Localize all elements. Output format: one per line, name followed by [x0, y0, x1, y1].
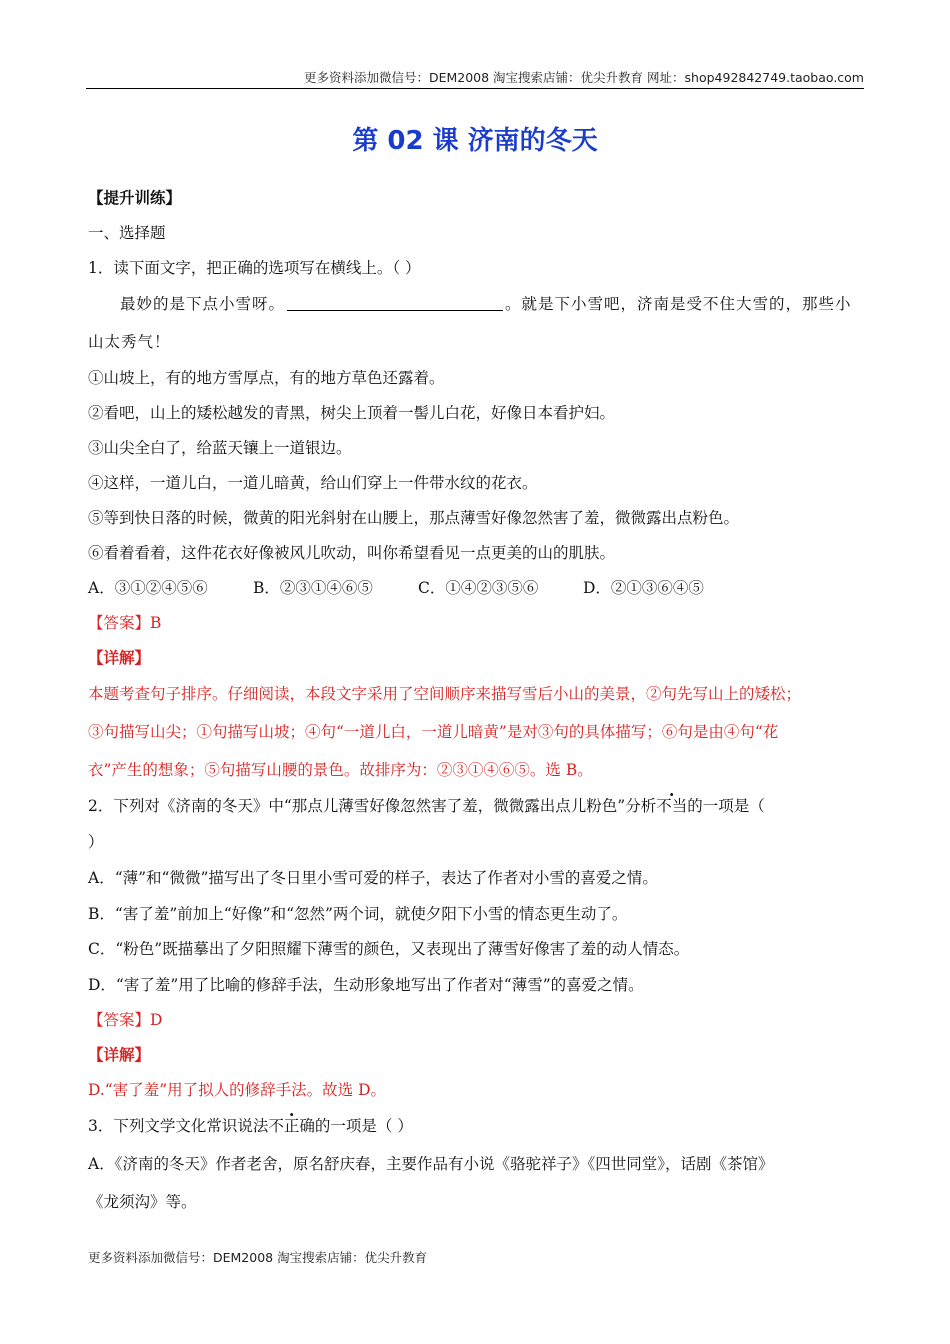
- answer-blank[interactable]: [287, 296, 503, 311]
- q1-detail-line2: ③句描写山尖；①句描写山坡；④句“一道儿白，一道儿暗黄”是对③句的具体描写；⑥句是由④句“花: [88, 723, 779, 741]
- q1-stem: 1．读下面文字，把正确的选项写在横线上。（ ）: [88, 259, 421, 277]
- part-label: 一、选择题: [88, 224, 166, 242]
- q1-option-a[interactable]: A．③①②④⑤⑥: [88, 579, 208, 597]
- q2-stem-start: 2．下列对《济南的冬天》中“那点儿薄雪好像忽然害了羞，微微露出点儿粉色”分析: [88, 797, 657, 815]
- q1-item-6: ⑥看着看着，这件花衣好像被风儿吹动，叫你希望看见一点更美的山的肌肤。: [88, 544, 616, 562]
- q1-option-d[interactable]: D．②①③⑥④⑤: [583, 579, 704, 597]
- q1-detail-line3: 衣”产生的想象；⑤句描写山腰的景色。故排序为：②③①④⑥⑤。选 B。: [88, 761, 593, 779]
- q1-passage-line2: 山太秀气！: [88, 333, 171, 351]
- q1-item-4: ④这样，一道儿白，一道儿暗黄，给山们穿上一件带水纹的花衣。: [88, 474, 538, 492]
- page-footer: 更多资料添加微信号：DEM2008 淘宝搜索店铺：优尖升教育: [88, 1250, 428, 1265]
- q2-emphasis-not-proper: 不当: [656, 797, 688, 815]
- q1-passage-start: 最妙的是下点小雪呀。: [120, 295, 286, 313]
- page-title: 第 02 课 济南的冬天: [352, 126, 598, 156]
- q2-detail-label: 【详解】: [88, 1045, 151, 1064]
- header-divider: [86, 88, 864, 89]
- q2-option-a[interactable]: A．“薄”和“微微”描写出了冬日里小雪可爱的样子，表达了作者对小雪的喜爱之情。: [88, 869, 658, 887]
- q2-detail-line1: D.“害了羞”用了拟人的修辞手法。故选 D。: [88, 1081, 387, 1099]
- q1-option-b[interactable]: B．②③①④⑥⑤: [253, 579, 373, 597]
- q2-option-d[interactable]: D．“害了羞”用了比喻的修辞手法，生动形象地写出了作者对“薄雪”的喜爱之情。: [88, 976, 644, 994]
- q1-item-5: ⑤等到快日落的时候，微黄的阳光斜射在山腰上，那点薄雪好像忽然害了羞，微微露出点粉色。: [88, 509, 740, 527]
- q3-stem-start: 3．下列文学文化常识说法: [88, 1117, 269, 1135]
- q2-answer: 【答案】D: [88, 1011, 163, 1029]
- q3-emphasis-incorrect: 不正确: [268, 1117, 315, 1135]
- q2-stem: [88, 794, 864, 816]
- q3-stem: [88, 1114, 864, 1136]
- q1-passage-line1: [120, 292, 864, 314]
- section-label: 【提升训练】: [88, 188, 182, 207]
- q1-item-2: ②看吧，山上的矮松越发的青黑，树尖上顶着一髻儿白花，好像日本看护妇。: [88, 404, 616, 422]
- q1-detail-label: 【详解】: [88, 648, 151, 667]
- q1-passage-end: 。就是下小雪吧，济南是受不住大雪的，那些小: [505, 295, 852, 313]
- q1-options: [88, 576, 864, 598]
- q1-item-1: ①山坡上，有的地方雪厚点，有的地方草色还露着。: [88, 369, 445, 387]
- q1-option-c[interactable]: C．①④②③⑤⑥: [418, 579, 539, 597]
- q2-option-c[interactable]: C．“粉色”既描摹出了夕阳照耀下薄雪的颜色，又表现出了薄雪好像害了羞的动人情态。: [88, 940, 690, 958]
- q3-stem-end: 的一项是（ ）: [314, 1117, 413, 1135]
- q1-answer: 【答案】B: [88, 614, 162, 632]
- q2-stem-end: 的一项是（: [687, 797, 765, 815]
- q2-stem-close: ）: [88, 833, 104, 851]
- q1-detail-line1: 本题考查句子排序。仔细阅读，本段文字采用了空间顺序来描写雪后小山的美景，②句先写山上的矮松；: [88, 685, 802, 703]
- q3-option-a-line2: 《龙须沟》等。: [88, 1193, 197, 1211]
- q1-item-3: ③山尖全白了，给蓝天镶上一道银边。: [88, 439, 352, 457]
- q2-option-b[interactable]: B．“害了羞”前加上“好像”和“忽然”两个词，就使夕阳下小雪的情态更生动了。: [88, 905, 628, 923]
- page-header: 更多资料添加微信号：DEM2008 淘宝搜索店铺：优尖升教育 网址：shop492842749.taobao.com: [303, 70, 864, 85]
- q3-option-a-line1[interactable]: A．《济南的冬天》作者老舍，原名舒庆春，主要作品有小说《骆驼祥子》《四世同堂》，话剧《茶馆》: [88, 1155, 774, 1173]
